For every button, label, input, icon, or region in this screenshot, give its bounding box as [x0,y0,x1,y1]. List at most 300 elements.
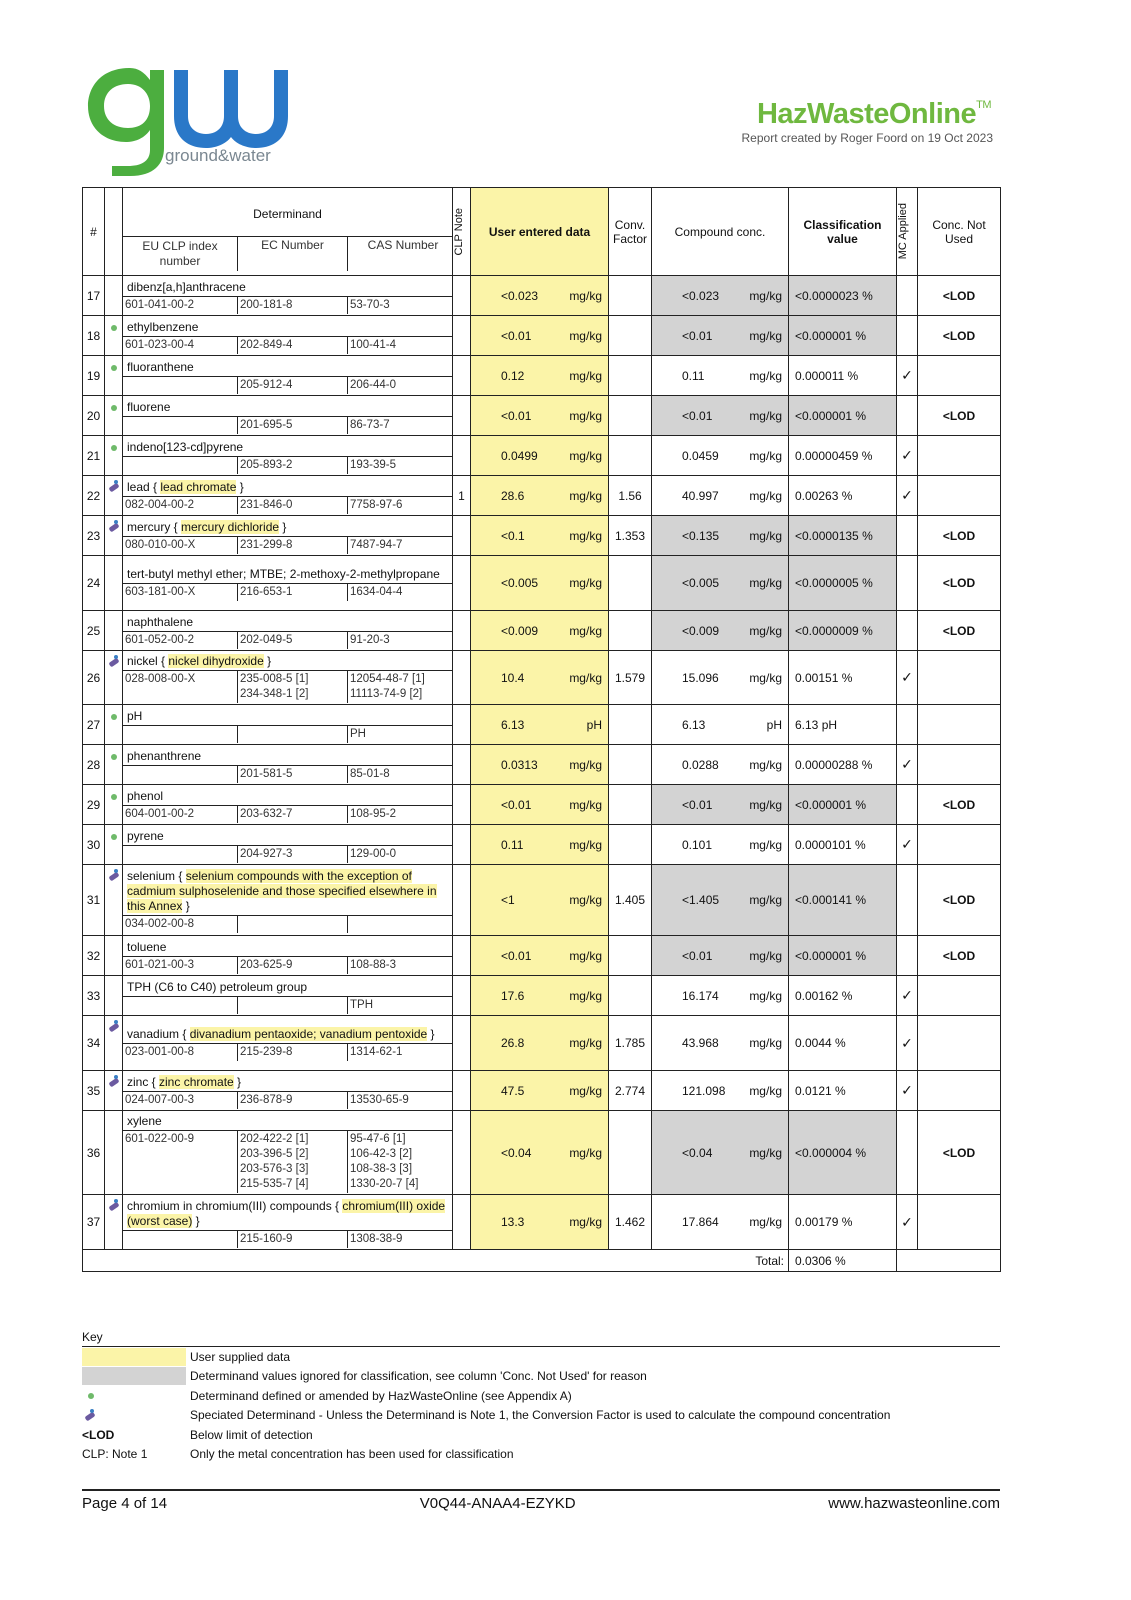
speciated-icon [108,655,120,667]
determinand-name: dibenz[a,h]anthracene [127,279,246,294]
col-conv-factor: Conv. Factor [609,188,652,276]
user-entered-value: 13.3 mg/kg [471,1195,609,1250]
row-number: 25 [83,611,105,651]
compound-conc: <0.01 mg/kg [652,316,789,356]
lod-symbol: <LOD [82,1427,115,1442]
table-row [83,396,1001,436]
mc-applied-check: ✓ [897,476,918,516]
determinand-cell [123,356,453,396]
mc-applied-check [897,936,918,976]
compound-conc: 0.0459 mg/kg [652,436,789,476]
determinand-name: toluene [127,939,167,954]
grey-swatch [82,1367,186,1385]
user-entered-value: 0.12 mg/kg [471,356,609,396]
mc-applied-check [897,396,918,436]
conc-not-used [918,705,1001,745]
ec-number: 231-299-8 [238,537,348,554]
key-item [82,1347,1000,1367]
conc-not-used [918,976,1001,1016]
eu-index [123,997,238,1014]
determinand-name: fluorene [127,399,171,414]
compound-conc: 0.0288 mg/kg [652,745,789,785]
report-created-by: Report created by Roger Foord on 19 Oct 2023 [741,131,993,145]
conc-not-used: <LOD [918,276,1001,316]
ec-number: 235-008-5 [1] 234-348-1 [2] [238,671,348,703]
legend-key [82,1330,1000,1464]
conversion-factor [609,1111,652,1195]
ec-number: 202-849-4 [238,337,348,354]
conversion-factor: 1.405 [609,865,652,936]
user-entered-value: <0.005 mg/kg [471,556,609,611]
compound-conc: 40.997 mg/kg [652,476,789,516]
eu-index: 024-007-00-3 [123,1092,238,1109]
col-ec-number: EC Number [238,237,348,271]
user-entered-value: 6.13 pH [471,705,609,745]
website-url: www.hazwasteonline.com [828,1495,1000,1512]
determinand-cell [123,785,453,825]
cas-number: 53-70-3 [350,298,390,311]
compound-conc: 0.11 mg/kg [652,356,789,396]
determinand-name: zinc { zinc chromate } [127,1074,242,1089]
row-number: 35 [83,1071,105,1111]
mc-applied-check [897,316,918,356]
hazwaste-defined-icon [111,794,117,800]
row-number: 20 [83,396,105,436]
key-description: Only the metal concentration has been used for classification [190,1447,514,1462]
compound-conc: <0.01 mg/kg [652,936,789,976]
mc-applied-check: ✓ [897,825,918,865]
table-row [83,1111,1001,1195]
mc-applied-check [897,1111,918,1195]
cas-number: 1634-04-4 [350,586,403,598]
conc-not-used [918,1071,1001,1111]
row-number: 22 [83,476,105,516]
conversion-factor [609,976,652,1016]
cas-number: TPH [350,998,373,1011]
col-determinand: Determinand EU CLP index number EC Number CAS Number [123,188,453,276]
ec-number [238,997,348,1014]
clp-note: 1 [453,476,471,516]
compound-conc: <0.04 mg/kg [652,1111,789,1195]
mc-applied-check: ✓ [897,1016,918,1071]
table-row [83,705,1001,745]
hazwaste-defined-icon [111,754,117,760]
determinand-cell [123,436,453,476]
ec-number: 205-893-2 [238,457,348,474]
row-number: 24 [83,556,105,611]
compound-conc: <0.01 mg/kg [652,396,789,436]
row-number: 33 [83,976,105,1016]
cas-number: 193-39-5 [350,458,397,471]
conversion-factor: 2.774 [609,1071,652,1111]
user-entered-value: <0.1 mg/kg [471,516,609,556]
classification-value: 0.0000101 % [789,825,897,865]
speciated-icon [108,869,120,881]
row-number: 28 [83,745,105,785]
key-title: Key [82,1330,1000,1347]
compound-conc: 43.968 mg/kg [652,1016,789,1071]
cas-number: 108-88-3 [350,958,397,971]
determinand-cell [123,976,453,1016]
ec-number [238,916,348,933]
cas-number: 85-01-8 [350,767,390,780]
table-row [83,825,1001,865]
eu-index: 601-041-00-2 [123,297,238,314]
key-description: Determinand values ignored for classification, see column 'Conc. Not Used' for reason [190,1369,647,1384]
determinand-name: vanadium { divanadium pentaoxide; vanadium pentoxide } [127,1027,435,1041]
cas-number: 13530-65-9 [350,1093,409,1106]
eu-index: 023-001-00-8 [123,1044,238,1061]
classification-value: <0.0000023 % [789,276,897,316]
compound-conc: <0.023 mg/kg [652,276,789,316]
mc-applied-check: ✓ [897,1195,918,1250]
hazwaste-defined-icon [88,1393,94,1399]
classification-value: <0.0000009 % [789,611,897,651]
eu-index [123,457,238,474]
ec-number [238,726,348,743]
ec-number: 200-181-8 [238,297,348,314]
speciated-icon [108,1075,120,1087]
row-number: 23 [83,516,105,556]
hazwaste-defined-icon [111,714,117,720]
table-row [83,745,1001,785]
compound-conc: <0.135 mg/kg [652,516,789,556]
compound-conc: 16.174 mg/kg [652,976,789,1016]
ec-number: 201-581-5 [238,766,348,783]
conc-not-used [918,651,1001,705]
compound-conc: <0.01 mg/kg [652,785,789,825]
determinand-cell [123,745,453,785]
key-description: Speciated Determinand - Unless the Determinand is Note 1, the Conversion Factor is used to calculate the compound concentration [190,1408,891,1423]
col-eu-index: EU CLP index number [123,237,238,271]
ec-number: 231-846-0 [238,497,348,514]
determinand-cell [123,651,453,705]
cas-number: 86-73-7 [350,418,390,431]
eu-index [123,1231,238,1248]
conc-not-used: <LOD [918,865,1001,936]
conversion-factor [609,316,652,356]
user-entered-value: <1 mg/kg [471,865,609,936]
classification-value: <0.0000005 % [789,556,897,611]
table-row [83,356,1001,396]
determinand-cell [123,476,453,516]
compound-conc: 121.098 mg/kg [652,1071,789,1111]
classification-value: <0.000001 % [789,936,897,976]
col-user-data: User entered data [471,188,609,276]
conversion-factor: 1.462 [609,1195,652,1250]
user-entered-value: 10.4 mg/kg [471,651,609,705]
conc-not-used: <LOD [918,785,1001,825]
determinand-name: phenanthrene [127,748,202,763]
determinand-name: TPH (C6 to C40) petroleum group [127,979,308,994]
conversion-factor [609,785,652,825]
conversion-factor [609,356,652,396]
classification-value: <0.000141 % [789,865,897,936]
speciated-icon [84,1409,96,1421]
conversion-factor [609,396,652,436]
conc-not-used [918,745,1001,785]
mc-applied-check [897,611,918,651]
user-entered-value: <0.01 mg/kg [471,936,609,976]
row-number: 19 [83,356,105,396]
brand-title: HazWasteOnline™ [756,98,991,130]
classification-value: 0.00000459 % [789,436,897,476]
mc-applied-check [897,276,918,316]
table-row [83,1016,1001,1071]
determinand-name: pyrene [127,828,164,843]
conversion-factor [609,705,652,745]
hazwaste-defined-icon [111,834,117,840]
eu-index: 601-022-00-9 [123,1131,238,1193]
table-row [83,1071,1001,1111]
user-entered-value: <0.009 mg/kg [471,611,609,651]
cas-number: 7487-94-7 [350,538,403,551]
conversion-factor [609,611,652,651]
eu-index: 601-052-00-2 [123,632,238,649]
conversion-factor [609,556,652,611]
user-entered-value: 26.8 mg/kg [471,1016,609,1071]
cas-number: 100-41-4 [350,338,397,351]
ec-number: 203-632-7 [238,806,348,823]
conversion-factor: 1.785 [609,1016,652,1071]
total-row [83,1250,1001,1272]
mc-applied-check: ✓ [897,1071,918,1111]
classification-value: 0.00179 % [789,1195,897,1250]
table-row [83,516,1001,556]
classification-value: 0.0121 % [789,1071,897,1111]
key-item [82,1406,1000,1426]
classification-value: 0.0044 % [789,1016,897,1071]
col-classification: Classification value [789,188,897,276]
table-row [83,556,1001,611]
mc-applied-check: ✓ [897,976,918,1016]
hazwaste-defined-icon [111,365,117,371]
determinand-cell [123,825,453,865]
determinand-cell [123,556,453,611]
user-entered-value: 0.0313 mg/kg [471,745,609,785]
cas-number: 95-47-6 [1] 106-42-3 [2] 108-38-3 [3] 1330-20-7 [4] [350,1133,419,1190]
ec-number: 204-927-3 [238,846,348,863]
determinand-name: naphthalene [127,614,194,629]
cas-number [348,916,458,933]
mc-applied-check [897,705,918,745]
cas-number: 7758-97-6 [350,498,403,511]
conc-not-used [918,356,1001,396]
row-number: 30 [83,825,105,865]
determinand-cell [123,1111,453,1195]
row-number: 17 [83,276,105,316]
page-number: Page 4 of 14 [82,1495,168,1512]
ec-number: 202-422-2 [1] 203-396-5 [2] 203-576-3 [3] 215-535-7 [4] [238,1131,348,1193]
speciated-icon [108,520,120,532]
determinand-cell [123,316,453,356]
ec-number: 203-625-9 [238,957,348,974]
ec-number: 215-239-8 [238,1044,348,1061]
conversion-factor: 1.579 [609,651,652,705]
cas-number: 129-00-0 [350,847,397,860]
hazwaste-defined-icon [111,325,117,331]
conc-not-used [918,1195,1001,1250]
determinand-name: pH [127,708,143,723]
eu-index: 601-023-00-4 [123,337,238,354]
determinand-name: lead { lead chromate } [127,479,244,494]
eu-index: 601-021-00-3 [123,957,238,974]
determinand-cell [123,936,453,976]
determinand-table [82,187,1001,1272]
determinand-cell [123,1195,453,1250]
table-row [83,476,1001,516]
eu-index [123,377,238,394]
user-entered-value: 0.11 mg/kg [471,825,609,865]
col-compound-conc: Compound conc. [652,188,789,276]
logo-subtitle: ground&water [165,146,271,165]
key-item [82,1445,1000,1465]
user-entered-value: <0.01 mg/kg [471,785,609,825]
conc-not-used: <LOD [918,516,1001,556]
conc-not-used [918,1016,1001,1071]
eu-index [123,417,238,434]
compound-conc: <0.005 mg/kg [652,556,789,611]
hazwaste-defined-icon [111,445,117,451]
determinand-name: xylene [127,1114,162,1128]
table-row [83,316,1001,356]
compound-conc: <0.009 mg/kg [652,611,789,651]
conc-not-used [918,436,1001,476]
key-description: User supplied data [190,1349,291,1364]
determinand-cell [123,396,453,436]
compound-conc: 15.096 mg/kg [652,651,789,705]
compound-conc: 6.13 pH [652,705,789,745]
eu-index [123,846,238,863]
key-description: Below limit of detection [190,1427,313,1442]
row-number: 32 [83,936,105,976]
row-number: 34 [83,1016,105,1071]
clp-note [453,1016,471,1071]
classification-value: 0.00263 % [789,476,897,516]
conversion-factor [609,436,652,476]
ec-number: 205-912-4 [238,377,348,394]
ec-number: 202-049-5 [238,632,348,649]
determinand-name: nickel { nickel dihydroxide } [127,654,272,668]
key-item [82,1425,1000,1445]
table-row [83,936,1001,976]
determinand-cell [123,611,453,651]
classification-value: <0.000001 % [789,316,897,356]
row-number: 29 [83,785,105,825]
determinand-name: ethylbenzene [127,319,199,334]
mc-applied-check [897,865,918,936]
mc-applied-check [897,785,918,825]
mc-applied-check: ✓ [897,356,918,396]
user-entered-value: <0.023 mg/kg [471,276,609,316]
compound-conc: <1.405 mg/kg [652,865,789,936]
cas-number: 108-95-2 [350,807,397,820]
conc-not-used [918,825,1001,865]
row-number: 37 [83,1195,105,1250]
determinand-cell [123,705,453,745]
classification-value: 0.00162 % [789,976,897,1016]
cas-number: 206-44-0 [350,378,397,391]
hazwaste-defined-icon [111,405,117,411]
table-row [83,611,1001,651]
speciated-icon [108,480,120,492]
clp-note [453,556,471,611]
conc-not-used: <LOD [918,396,1001,436]
table-row [83,651,1001,705]
classification-value: <0.0000135 % [789,516,897,556]
col-num: # [83,188,105,276]
classification-value: <0.000001 % [789,785,897,825]
eu-index: 082-004-00-2 [123,497,238,514]
determinand-name: phenol [127,788,164,803]
mc-applied-check: ✓ [897,651,918,705]
determinand-name: mercury { mercury dichloride } [127,519,287,534]
cas-number: 1308-38-9 [350,1232,403,1245]
classification-value: <0.000001 % [789,396,897,436]
table-row [83,276,1001,316]
row-number: 21 [83,436,105,476]
conversion-factor: 1.56 [609,476,652,516]
conc-not-used: <LOD [918,556,1001,611]
total-label: Total: [755,1253,784,1268]
mc-applied-check [897,516,918,556]
classification-value: <0.000004 % [789,1111,897,1195]
mc-applied-check: ✓ [897,436,918,476]
row-number: 36 [83,1111,105,1195]
determinand-name: selenium { selenium compounds with the exception of cadmium sulphoselenide and those specified elsewhere in this Annex } [127,869,437,913]
conversion-factor: 1.353 [609,516,652,556]
conc-not-used: <LOD [918,611,1001,651]
eu-index: 034-002-00-8 [123,916,238,933]
eu-index [123,726,238,743]
conversion-factor [609,936,652,976]
col-conc-not-used: Conc. Not Used [918,188,1001,276]
determinand-cell [123,865,453,936]
determinand-name: tert-butyl methyl ether; MTBE; 2-methoxy-2-methylpropane [127,567,440,581]
row-number: 18 [83,316,105,356]
speciated-icon [108,1020,120,1032]
page-footer [82,1489,1000,1512]
eu-index: 604-001-00-2 [123,806,238,823]
cas-number: 91-20-3 [350,633,390,646]
yellow-swatch [82,1348,186,1366]
total-value: 0.0306 % [789,1250,897,1272]
compound-conc: 0.101 mg/kg [652,825,789,865]
clp-note-symbol: CLP: Note 1 [82,1447,148,1462]
determinand-name: chromium in chromium(III) compounds { chromium(III) oxide (worst case) } [127,1198,446,1228]
row-number: 26 [83,651,105,705]
determinand-cell [123,516,453,556]
conversion-factor [609,276,652,316]
table-row [83,785,1001,825]
conversion-factor [609,745,652,785]
classification-value: 6.13 pH [789,705,897,745]
mc-applied-check [897,556,918,611]
ec-number: 215-160-9 [238,1231,348,1248]
eu-index: 080-010-00-X [123,537,238,554]
conversion-factor [609,825,652,865]
user-entered-value: 47.5 mg/kg [471,1071,609,1111]
classification-value: 0.00151 % [789,651,897,705]
conc-not-used: <LOD [918,316,1001,356]
user-entered-value: 17.6 mg/kg [471,976,609,1016]
table-row [83,436,1001,476]
mc-applied-check: ✓ [897,745,918,785]
determinand-name: fluoranthene [127,359,194,374]
eu-index [123,766,238,783]
determinand-cell [123,1016,453,1071]
determinand-name: indeno[123-cd]pyrene [127,439,244,454]
